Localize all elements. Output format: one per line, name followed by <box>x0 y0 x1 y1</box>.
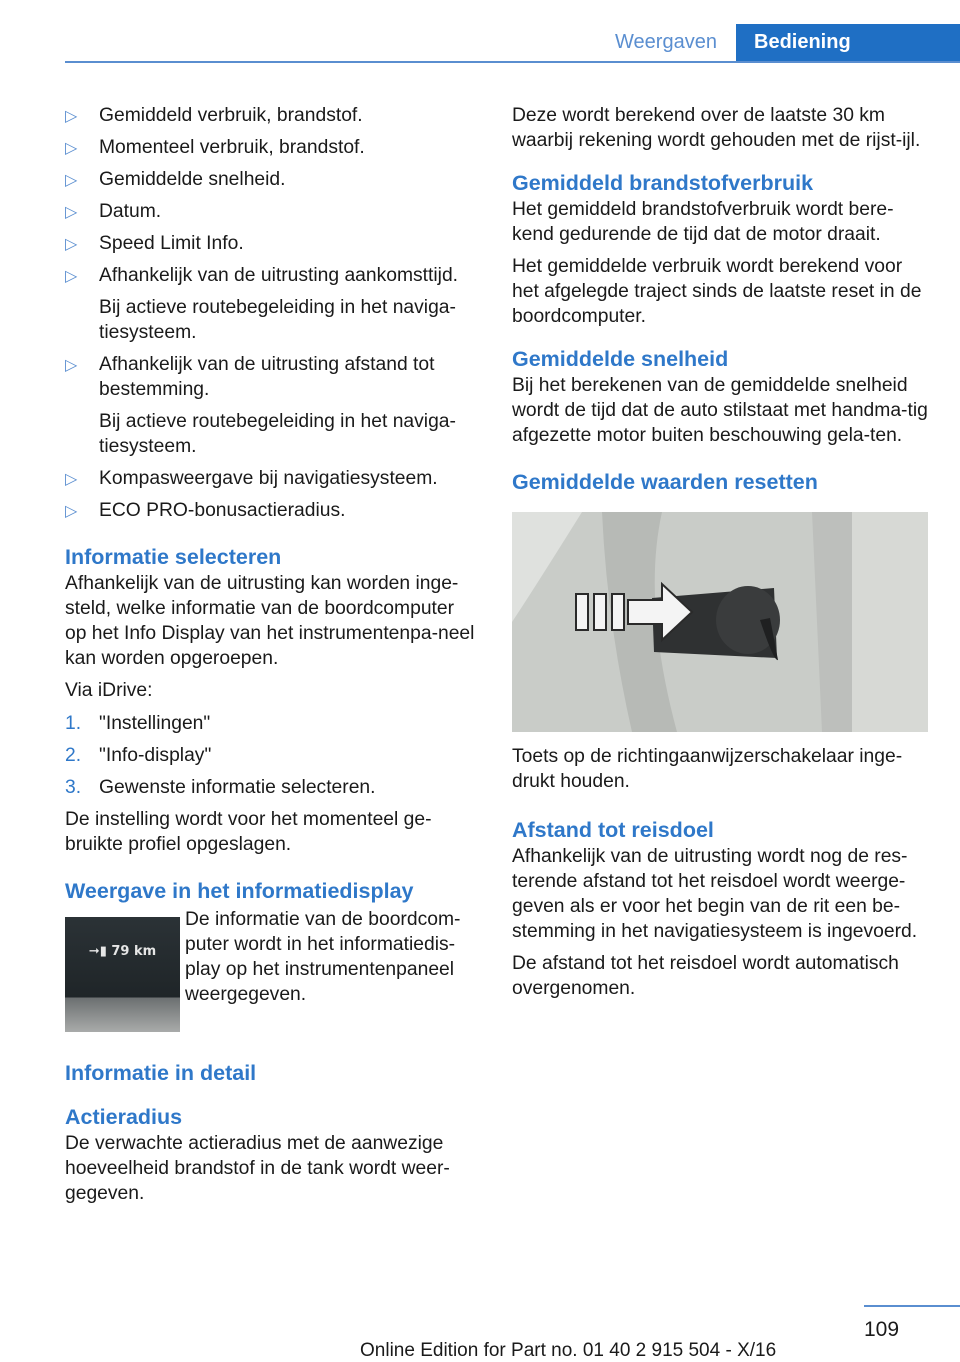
list-item: ▷ Datum. <box>65 199 477 224</box>
page-number: 109 <box>864 1318 900 1341</box>
list-item: ▷ Momenteel verbruik, brandstof. <box>65 135 477 160</box>
steps-note: De instelling wordt voor het momenteel ge-bruikte profiel opgeslagen. <box>65 809 432 855</box>
fuel-paragraph-1: Het gemiddeld brandstofverbruik wordt bere-kend gedurende de tijd dat de motor draait. <box>512 199 894 245</box>
list-item: ▷ Speed Limit Info. <box>65 231 477 256</box>
display-range-value: ➞▮ 79 km <box>88 944 157 959</box>
info-display-image <box>65 917 180 1032</box>
step-item: 3. Gewenste informatie selecteren. <box>65 777 376 798</box>
subheading-destination: Afstand tot reisdoel <box>512 818 714 842</box>
info-bullet-list <box>65 103 477 523</box>
turn-signal-stalk-image <box>512 512 928 732</box>
speed-paragraph: Bij het berekenen van de gemiddelde snelheid wordt de tijd dat de auto stilstaat met handma-tig afgezette motor buiten beschouwing gela-ten. <box>512 375 928 446</box>
header-section-tab: Weergaven <box>615 31 717 53</box>
left-column <box>65 103 477 1206</box>
list-item: ▷ ECO PRO-bonusactieradius. <box>65 498 477 523</box>
header-rule <box>65 61 960 63</box>
reset-paragraph: Toets op de richtingaanwijzerschakelaar inge-drukt houden. <box>512 746 903 792</box>
list-item: ▷ Gemiddeld verbruik, brandstof. <box>65 103 477 128</box>
list-item-note: Bij actieve routebegeleiding in het naviga-tiesysteem. <box>99 411 456 457</box>
list-item-note: Bij actieve routebegeleiding in het naviga-tiesysteem. <box>99 297 456 343</box>
list-item: ▷ Afhankelijk van de uitrusting aankomsttijd. Bij actieve routebegeleiding in het naviga-tiesysteem. <box>65 263 477 345</box>
page-number-rule <box>864 1305 960 1307</box>
list-item: ▷ Kompasweergave bij navigatiesysteem. <box>65 466 477 491</box>
subheading-fuel: Gemiddeld brandstofverbruik <box>512 171 814 195</box>
intro-paragraph: Deze wordt berekend over de laatste 30 km waarbij rekening wordt gehouden met de rijst-ijl. <box>512 105 921 151</box>
destination-paragraph-2: De afstand tot het reisdoel wordt automatisch overgenomen. <box>512 953 899 999</box>
header-chapter-tab: Bediening <box>736 24 960 61</box>
fuel-paragraph-2: Het gemiddelde verbruik wordt berekend voor het afgelegde traject sinds de laatste reset in de boordcomputer. <box>512 256 922 327</box>
list-item: ▷ Gemiddelde snelheid. <box>65 167 477 192</box>
section-heading-detail: Informatie in detail <box>65 1061 257 1085</box>
display-paragraph: De informatie van de boordcom-puter wordt in het informatiedis-play op het instrumentenpaneel weergegeven. <box>185 909 461 1005</box>
section-heading-select: Informatie selecteren <box>65 545 282 569</box>
destination-paragraph-1: Afhankelijk van de uitrusting wordt nog de res-terende afstand tot het reisdoel wordt weerge-geven als er voor het begin van de rit een be-stemming in het navigatiesysteem is ingevoerd. <box>512 846 918 942</box>
subheading-reset: Gemiddelde waarden resetten <box>512 470 818 494</box>
via-label: Via iDrive: <box>65 680 153 701</box>
step-item: 2. "Info-display" <box>65 745 212 766</box>
subheading-speed: Gemiddelde snelheid <box>512 347 729 371</box>
right-column <box>512 103 928 1001</box>
list-item: ▷ Afhankelijk van de uitrusting afstand tot bestemming. Bij actieve routebegeleiding in het naviga-tiesysteem. <box>65 352 477 459</box>
step-item: 1. "Instellingen" <box>65 713 211 734</box>
steps-list <box>65 711 477 800</box>
range-paragraph: De verwachte actieradius met de aanwezige hoeveelheid brandstof in de tank wordt weer-gegeven. <box>65 1133 450 1204</box>
subheading-range: Actieradius <box>65 1105 183 1129</box>
footer-edition: Online Edition for Part no. 01 40 2 915 504 - X/16 <box>360 1340 777 1361</box>
section-heading-display: Weergave in het informatiedisplay <box>65 879 414 903</box>
select-paragraph: Afhankelijk van de uitrusting kan worden inge-steld, welke informatie van de boordcomputer op het Info Display van het instrumentenpa-neel kan worden opgeroepen. <box>65 573 475 669</box>
